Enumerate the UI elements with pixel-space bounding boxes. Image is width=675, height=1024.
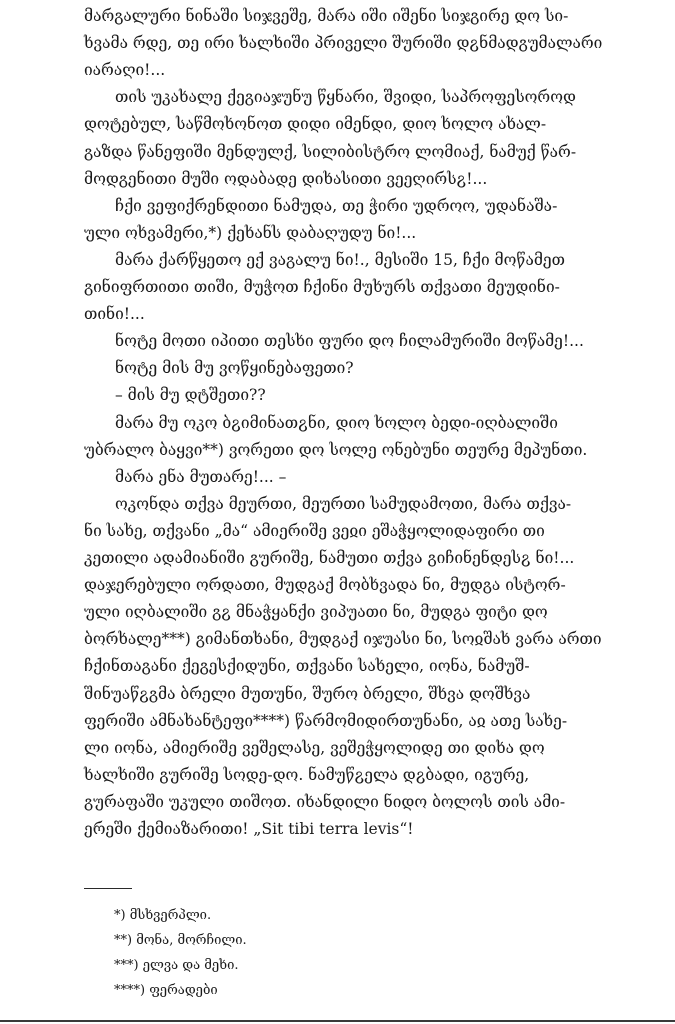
text-line: ჩქი ვეფიქრენდითი ნამუდა, თე ჭირი უდროო, უდანაშა- [115, 197, 558, 215]
text-line: დაჯერებული ორდათი, მუდგაქ მობხვადა ნი, მუდგა ისტორ- [84, 576, 566, 594]
text-line: ერეში ქემიაზარითი! „Sit tibi terra levis“! [84, 820, 414, 838]
text-line: ჩქინთაგანი ქეგესქიდუნი, თქვანი სახელი, იონა, ნამუშ- [84, 657, 530, 675]
text-line: კეთილი ადამიანიში გურიშე, ნამუთი თქვა გიჩინენდესჷ ნი!... [84, 549, 575, 567]
text-line: ბორხალე***) გიმანთხანი, მუდგაქ იჯუასი ნი, სოჲშახ ვარა ართი [84, 630, 602, 648]
text-line: მარა ქარწყეთო ექ ვაგალუ ნი!., მესიში 15, ჩქი მოწამეთ [115, 251, 565, 269]
text-line: მოდგენითი მუში ოდაბადე დიხასითი ვეეღირსჷ!... [84, 170, 488, 188]
text-line: თის უკახალე ქეგიაჯუნუ წყნარი, შვიდი, საპროფესოროდ [115, 88, 576, 106]
text-line: ლი იონა, ამიერიშე ვეშელასე, ვეშეჭყოლიდე თი დიხა დო [84, 739, 545, 757]
text-line: მარგალური ნინაში სიჯვეშე, მარა იში იშენი სიჯგირე დო სი- [84, 7, 569, 25]
text-line: შინუაწჷგმა ბრელი მუთუნი, შურო ბრელი, შხვა დოშხვა [84, 685, 531, 703]
text-line: ნოტე მოთი იპითი თესხი ფური დო ჩილამურიში მოწამე!... [115, 332, 584, 350]
footnote: ****) ფერადები [114, 983, 218, 998]
text-line: გაზდა წანეფიში მენდულქ, სილიბისტრო ლომიაქ, ნამუქ წარ- [84, 143, 577, 161]
page-bottom-rule [0, 1020, 675, 1022]
text-line: ხვამა რდე, თე ირი ხალხიში პრიველი შურიში დჷნმადგუმალარი [84, 34, 603, 52]
text-line: მარა ენა მუთარე!... – [115, 468, 287, 486]
text-line: ნოტე მის მუ ვოწყინებაფეთი? [115, 359, 354, 377]
text-line: უბრალო ბაყვი**) ვორეთი დო სოლე ონებუნი თეურე მეპუნთი. [84, 441, 588, 459]
text-line: მარა მუ ოკო ბჷიმინათჷნი, დიო ხოლო ბედი-იღბალიში [115, 414, 558, 432]
text-line: – მის მუ დტშეთი?? [115, 386, 266, 404]
text-line: ული ოხვამერი,*) ქეხანს დაბაღუდუ ნი!... [84, 224, 417, 242]
text-line: ფერიში ამნახანტეფი****) წარმომიდირთუნანი, აჲ ათე სახე- [84, 712, 568, 730]
text-line: იარაღი!... [84, 61, 166, 79]
text-line: ული იღბალიში გჷ მნაჭყანქი ვიპუათი ნი, მუდგა ფიტი დო [84, 603, 548, 621]
text-line: გურაფაში უკული თიშოთ. იხანდილი ნიდო ბოლოს თის ამი- [84, 793, 566, 811]
text-line: გინიფრთითი თიში, მუჭოთ ჩქინი მუხურს თქვათი მეუდინი- [84, 278, 560, 296]
footnote: ***) ელვა და მეხი. [114, 958, 239, 973]
footnote-separator [84, 888, 132, 889]
footnote: **) მონა, მორჩილი. [114, 933, 247, 948]
text-line: თინი!... [84, 305, 145, 323]
text-line: ოკონდა თქვა მეურთი, მეურთი სამუდამოთი, მარა თქვა- [115, 495, 572, 513]
text-line: დოტებულ, საწმოხონოთ დიდი იმენდი, დიო ხოლო ახალ- [84, 115, 547, 133]
text-line: ნი სახე, თქვანი „მა“ ამიერიშე ვეჲი ეშაჭყოლიდაფირი თი [84, 522, 545, 540]
footnote: *) მსხვერპლი. [114, 908, 212, 923]
text-line: ხალხიში გურიშე სოდე-დო. ნამუწჷელა დჷბადი, იგურე, [84, 766, 530, 784]
